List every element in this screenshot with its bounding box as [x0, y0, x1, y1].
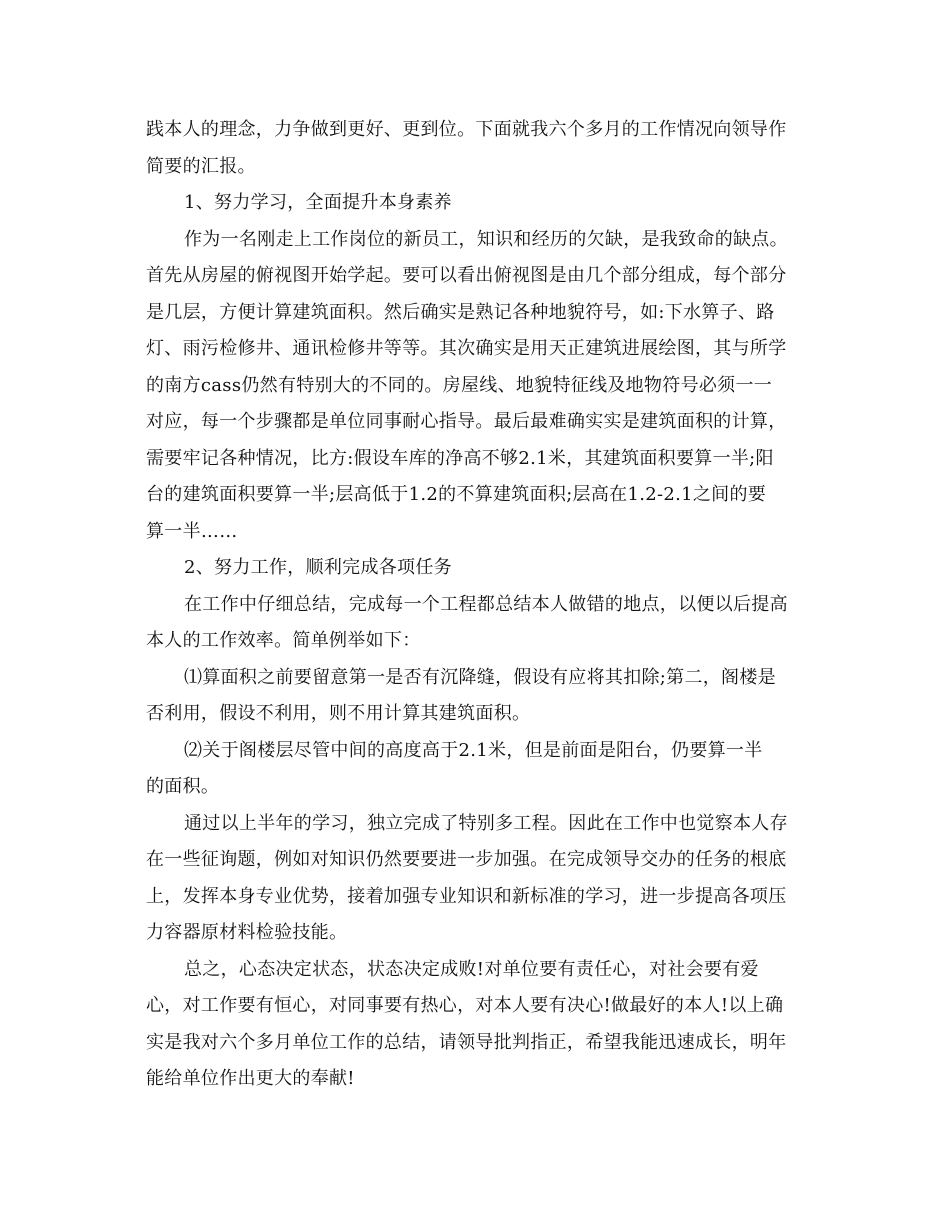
text-line: 2、努力工作，顺利完成各项任务: [184, 557, 452, 578]
text-line: 作为一名刚走上工作岗位的新员工，知识和经历的欠缺，是我致命的缺点。: [184, 228, 788, 250]
text-line: 算一半……: [146, 520, 238, 542]
text-line: 上，发挥本身专业优势，接着加强专业知识和新标准的学习，进一步提高各项压: [146, 885, 787, 907]
text-line: 实是我对六个多月单位工作的总结，请领导批判指正，希望我能迅速成长，明年: [146, 1031, 787, 1053]
text-line: 的面积。: [146, 776, 220, 797]
text-line: 否利用，假设不利用，则不用计算其建筑面积。: [146, 703, 531, 724]
text-line: 能给单位作出更大的奉献!: [146, 1068, 355, 1089]
text-line: 总之，心态决定状态，状态决定成败!对单位要有责任心，对社会要有爱: [184, 958, 759, 980]
document-body: [146, 112, 806, 1098]
text-line: 在工作中仔细总结，完成每一个工程都总结本人做错的地点，以便以后提高: [184, 593, 788, 615]
text-line: 力容器原材料检验技能。: [146, 922, 348, 943]
text-line: 心，对工作要有恒心，对同事要有热心，对本人要有决心!做最好的本人!以上确: [146, 995, 784, 1016]
text-line: ⑵关于阁楼层尽管中间的高度高于2.1米，但是前面是阳台，仍要算一半: [184, 739, 763, 761]
text-line: 在一些征询题，例如对知识仍然要要进一步加强。在完成领导交办的任务的根底: [146, 849, 787, 870]
text-line: 的南方cass仍然有特别大的不同的。房屋线、地貌特征线及地物符号必须一一: [146, 374, 773, 396]
text-line: 本人的工作效率。简单例举如下：: [146, 630, 421, 651]
text-line: 需要牢记各种情况，比方:假设车库的净高不够2.1米，其建筑面积要算一半;阳: [146, 447, 774, 469]
text-line: 首先从房屋的俯视图开始学起。要可以看出俯视图是由几个部分组成，每个部分: [146, 265, 787, 286]
text-line: 是几层，方便计算建筑面积。然后确实是熟记各种地貌符号，如:下水箅子、路: [146, 301, 775, 323]
text-line: 通过以上半年的学习，独立完成了特别多工程。因此在工作中也觉察本人存: [184, 812, 788, 834]
text-line: 对应，每一个步骤都是单位同事耐心指导。最后最难确实实是建筑面积的计算，: [146, 411, 787, 432]
text-line: 践本人的理念，力争做到更好、更到位。下面就我六个多月的工作情况向领导作: [146, 119, 787, 140]
text-line: 灯、雨污检修井、通讯检修井等等。其次确实是用天正建筑进展绘图，其与所学: [146, 338, 787, 359]
text-line: ⑴算面积之前要留意第一是否有沉降缝，假设有应将其扣除;第二，阁楼是: [184, 666, 776, 688]
text-line: 1、努力学习，全面提升本身素养: [184, 192, 452, 213]
text-line: 简要的汇报。: [146, 155, 256, 177]
text-line: 台的建筑面积要算一半;层高低于1.2的不算建筑面积;层高在1.2-2.1之间的要: [146, 484, 767, 505]
